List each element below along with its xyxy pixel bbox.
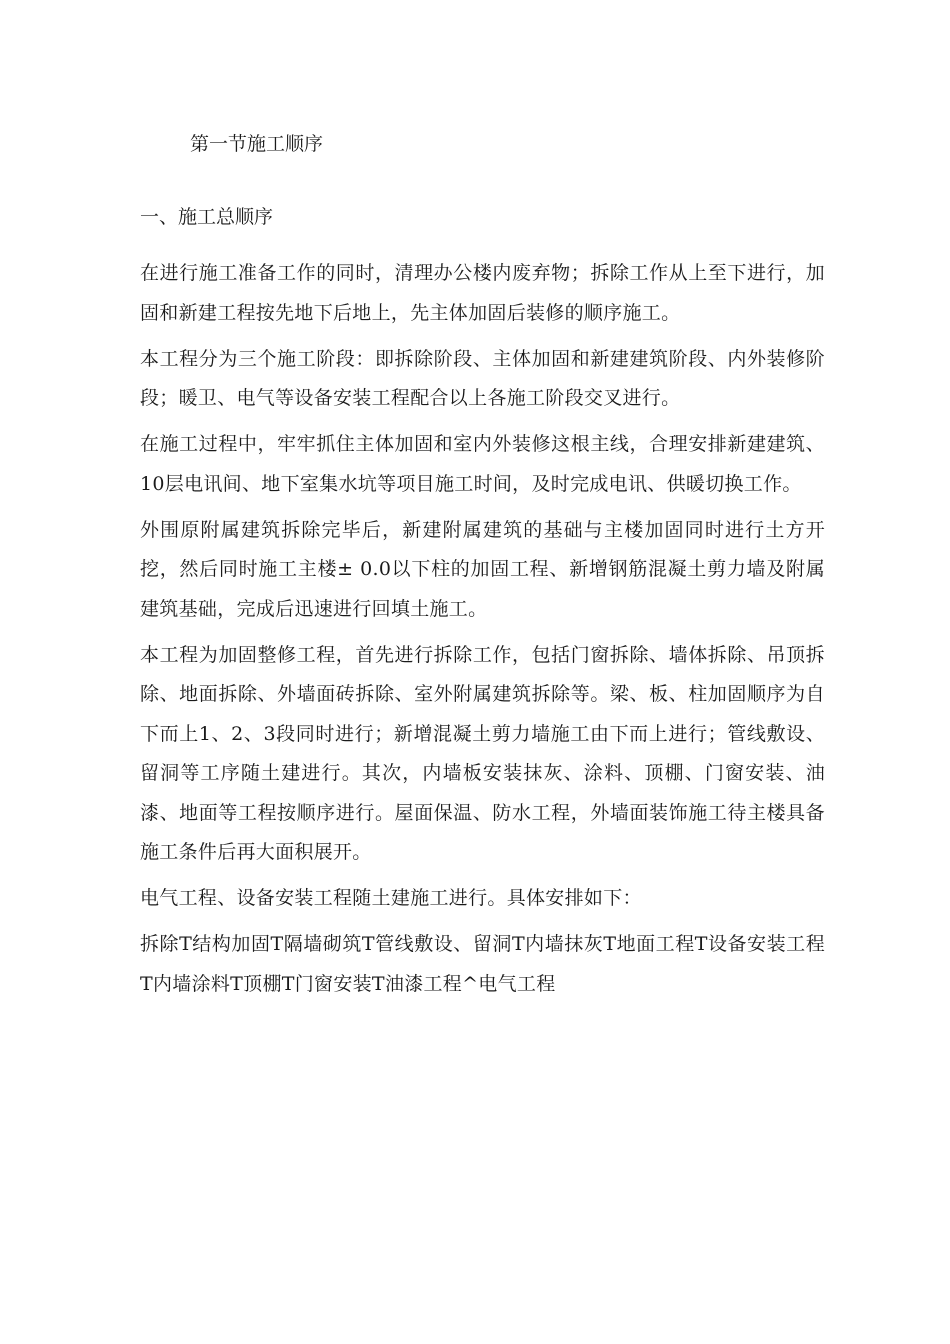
paragraph-4: 外围原附属建筑拆除完毕后，新建附属建筑的基础与主楼加固同时进行土方开挖，然后同时施工主楼± 0.0以下柱的加固工程、新增钢筋混凝土剪力墙及附属建筑基础，完成后迅速进行回填土施工。 bbox=[140, 518, 825, 620]
paragraph-6: 电气工程、设备安装工程随土建施工进行。具体安排如下： bbox=[140, 887, 642, 909]
subheading: 一、施工总顺序 bbox=[140, 206, 274, 228]
paragraph-1: 在进行施工准备工作的同时，清理办公楼内废弃物；拆除工作从上至下进行，加固和新建工程按先地下后地上，先主体加固后装修的顺序施工。 bbox=[140, 262, 825, 324]
paragraph-7: 拆除T结构加固T隔墙砌筑T管线敷设、留洞T内墙抹灰T地面工程T设备安装工程T内墙涂料T顶棚T门窗安装T油漆工程^电气工程 bbox=[140, 933, 825, 995]
body-text bbox=[140, 254, 825, 1011]
section-title: 第一节施工顺序 bbox=[190, 133, 324, 155]
paragraph-5: 本工程为加固整修工程，首先进行拆除工作，包括门窗拆除、墙体拆除、吊顶拆除、地面拆除、外墙面砖拆除、室外附属建筑拆除等。梁、板、柱加固顺序为自下而上1、2、3段同时进行；新增混凝土剪力墙施工由下而上进行；管线敷设、留洞等工序随土建进行。其次，内墙板安装抹灰、涂料、顶棚、门窗安装、油漆、地面等工程按顺序进行。屋面保温、防水工程，外墙面装饰施工待主楼具备施工条件后再大面积展开。 bbox=[140, 643, 825, 863]
paragraph-3: 在施工过程中，牢牢抓住主体加固和室内外装修这根主线，合理安排新建建筑、10层电讯间、地下室集水坑等项目施工时间，及时完成电讯、供暖切换工作。 bbox=[140, 433, 825, 495]
paragraph-2: 本工程分为三个施工阶段：即拆除阶段、主体加固和新建建筑阶段、内外装修阶段；暖卫、电气等设备安装工程配合以上各施工阶段交叉进行。 bbox=[140, 347, 825, 409]
